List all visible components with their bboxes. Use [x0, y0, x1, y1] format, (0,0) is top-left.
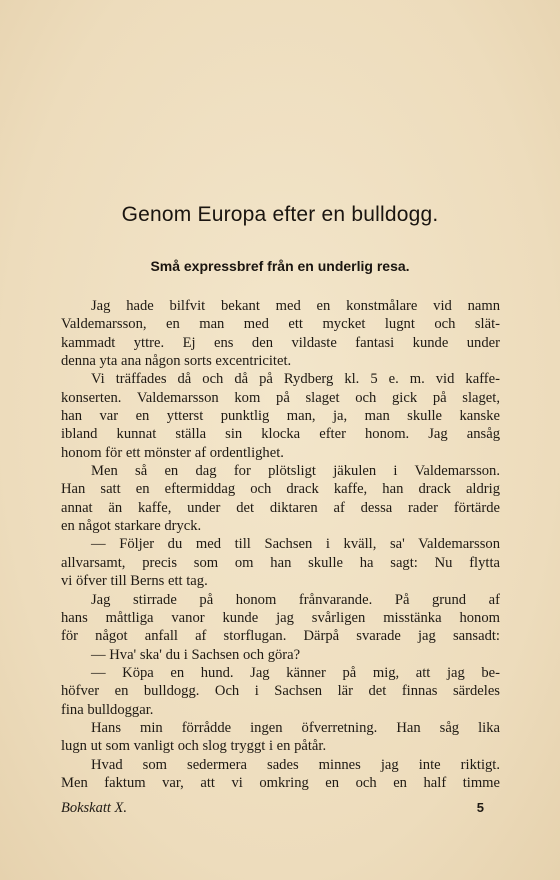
- text-line: ibland kunnat ställa sin klocka efter honom. Jag ansåg: [61, 426, 500, 443]
- text-line: honom för ett mönster af ordentlighet.: [61, 444, 284, 461]
- text-line: Valdemarsson, en man med ett mycket lugnt och slät-: [61, 316, 500, 333]
- text-line: denna yta ana någon sorts excentricitet.: [61, 353, 292, 370]
- text-line: för något anfall af storflugan. Därpå svarade jag sansadt:: [61, 628, 500, 645]
- text-line: lugn ut som vanligt och slog tryggt i en påtår.: [61, 738, 327, 755]
- text-line: — Hva' ska' du i Sachsen och göra?: [91, 646, 301, 663]
- text-line: vi öfver till Berns ett tag.: [61, 573, 208, 590]
- page-number: 5: [476, 800, 484, 815]
- text-line: konserten. Valdemarsson kom på slaget och gick på slaget,: [61, 389, 500, 406]
- text-line: Men så en dag for plötsligt jäkulen i Valdemarsson.: [91, 463, 500, 480]
- text-line: Jag stirrade på honom frånvarande. På grund af: [91, 591, 500, 608]
- text-line: annat än kaffe, under det diktaren af dessa rader förtärde: [61, 499, 500, 516]
- signature-mark: Bokskatt X.: [61, 800, 128, 816]
- chapter-subtitle: Små expressbref från en underlig resa.: [150, 258, 410, 274]
- text-line: Men faktum var, att vi omkring en och en half timme: [61, 774, 500, 791]
- chapter-title: Genom Europa efter en bulldogg.: [121, 203, 439, 226]
- text-line: en något starkare dryck.: [61, 518, 202, 535]
- text-line: höfver en bulldogg. Och i Sachsen lär det finnas särdeles: [61, 683, 500, 700]
- text-line: fina bulldoggar.: [61, 701, 154, 718]
- page-footer: [61, 800, 500, 820]
- text-line: hans måttliga vanor kunde jag svårligen misstänka honom: [61, 609, 500, 626]
- text-line: Vi träffades då och då på Rydberg kl. 5 e. m. vid kaffe-: [91, 371, 500, 388]
- text-line: kammadt yttre. Ej ens den vildaste fantasi kunde under: [61, 334, 500, 351]
- text-line: Jag hade bilfvit bekant med en konstmålare vid namn: [91, 298, 500, 314]
- text-line: Hvad som sedermera sades minnes jag inte riktigt.: [91, 756, 500, 773]
- text-line: — Köpa en hund. Jag känner på mig, att jag be-: [91, 664, 500, 681]
- text-line: Hans min förrådde ingen öfverretning. Han såg lika: [91, 719, 500, 736]
- text-line: Han satt en eftermiddag och drack kaffe, han drack aldrig: [61, 481, 500, 498]
- body-text: [61, 297, 500, 792]
- text-line: — Följer du med till Sachsen i kväll, sa' Valdemarsson: [91, 536, 500, 553]
- text-line: han var en ytterst punktlig man, ja, man skulle kanske: [61, 408, 500, 425]
- text-line: allvarsamt, precis som om han skulle ha sagt: Nu flytta: [61, 554, 500, 571]
